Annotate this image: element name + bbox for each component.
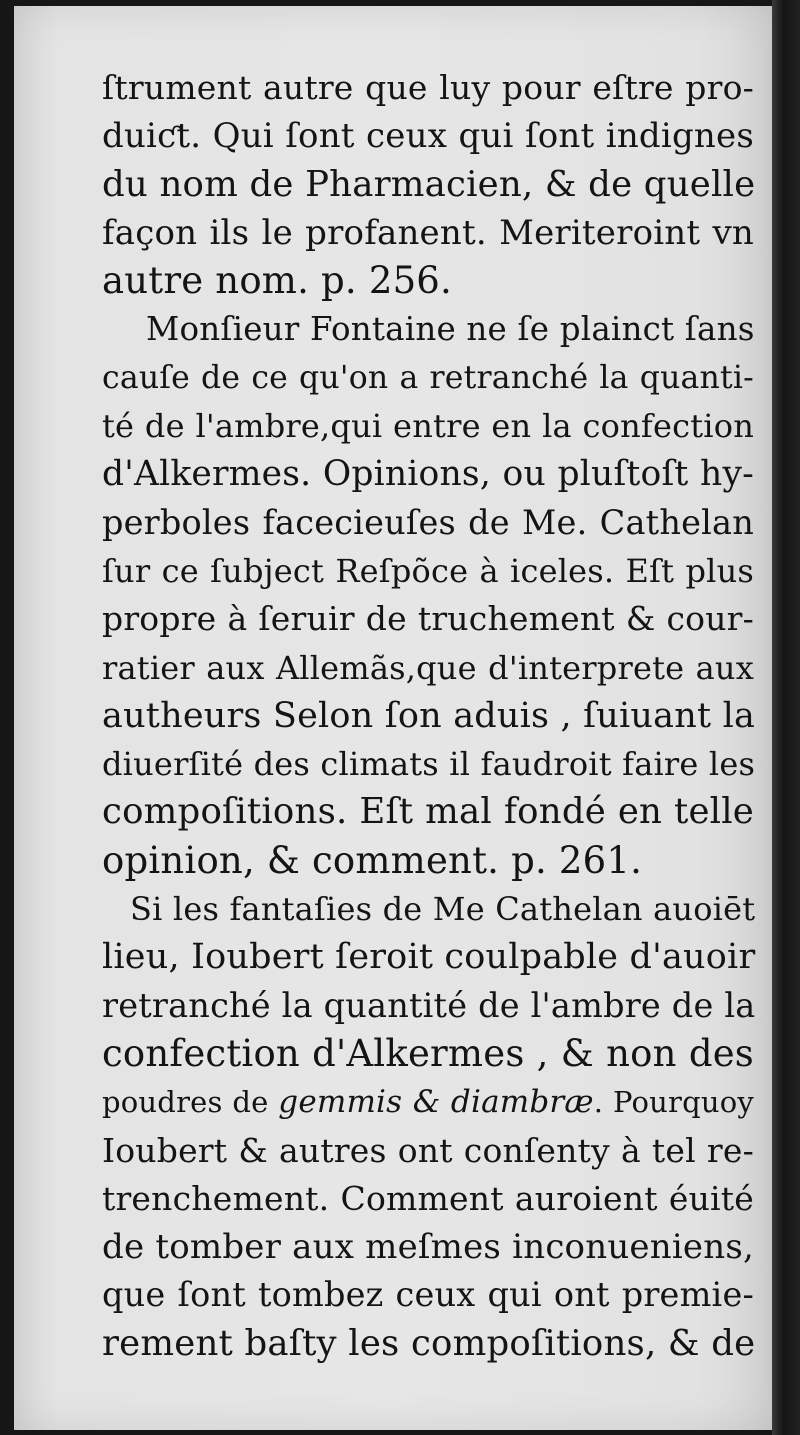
text-line: d'Alkermes. Opinions, ou pluſtoſt hy- (102, 454, 754, 495)
text-line: de tomber aux meſmes inconueniens, (102, 1227, 754, 1268)
text-line: confection d'Alkermes , & non des (102, 1031, 754, 1075)
text-line: façon ils le profanent. Meriteroint vn (102, 212, 754, 253)
text-line: retranché la quantité de l'ambre de la (102, 985, 756, 1025)
text-line: lieu, Ioubert ſeroit coulpable d'auoir (102, 937, 756, 978)
text-run: poudres de (102, 1085, 279, 1120)
text-line (102, 1078, 754, 1126)
text-line: trenchement. Comment auroient éuité (102, 1178, 754, 1218)
page-edge-shadow (772, 0, 800, 1435)
italic-latin-phrase: gemmis & diambræ (278, 1084, 594, 1121)
text-line: Ioubert & autres ont conſenty à tel re- (102, 1130, 754, 1170)
text-line: autre nom. p. 256. (102, 259, 453, 303)
text-line: duiƈt. Qui ſont ceux qui ſont indignes (102, 116, 754, 157)
body-text (102, 64, 754, 1368)
text-line: que ſont tombez ceux qui ont premie- (102, 1275, 754, 1315)
text-line: té de l'ambre,qui entre en la confection (102, 407, 754, 446)
text-line: opinion, & comment. p. 261. (102, 838, 643, 882)
text-line: ſur ce ſubject Reſpõce à iceles. Eſt plus (102, 551, 754, 590)
text-run: . Pourquoy (593, 1085, 754, 1120)
text-line: rement baſty les compoſitions, & de (102, 1322, 756, 1364)
paragraph-first-line: Si les fantaſies de Me Cathelan auoiēt (130, 890, 756, 929)
text-line: compoſitions. Eſt mal fondé en telle (102, 791, 754, 833)
text-line: ſtrument autre que luy pour eſtre pro- (102, 68, 754, 107)
text-line: du nom de Pharmacien, & de quelle (102, 163, 756, 205)
text-line: autheurs Selon ſon aduis , ſuiuant la (102, 695, 756, 736)
text-line: perboles facecieuſes de Me. Cathelan (102, 502, 754, 542)
text-line: propre à ſeruir de truchement & cour- (102, 599, 754, 639)
text-line: ratier aux Allemãs,que d'interprete aux (102, 648, 754, 687)
paragraph-first-line: Monſieur Fontaine ne ſe plainct ſans (146, 310, 755, 349)
text-line: diuerſité des climats il faudroit faire les (102, 745, 756, 784)
text-line: cauſe de ce qu'on a retranché la quanti- (102, 359, 754, 396)
